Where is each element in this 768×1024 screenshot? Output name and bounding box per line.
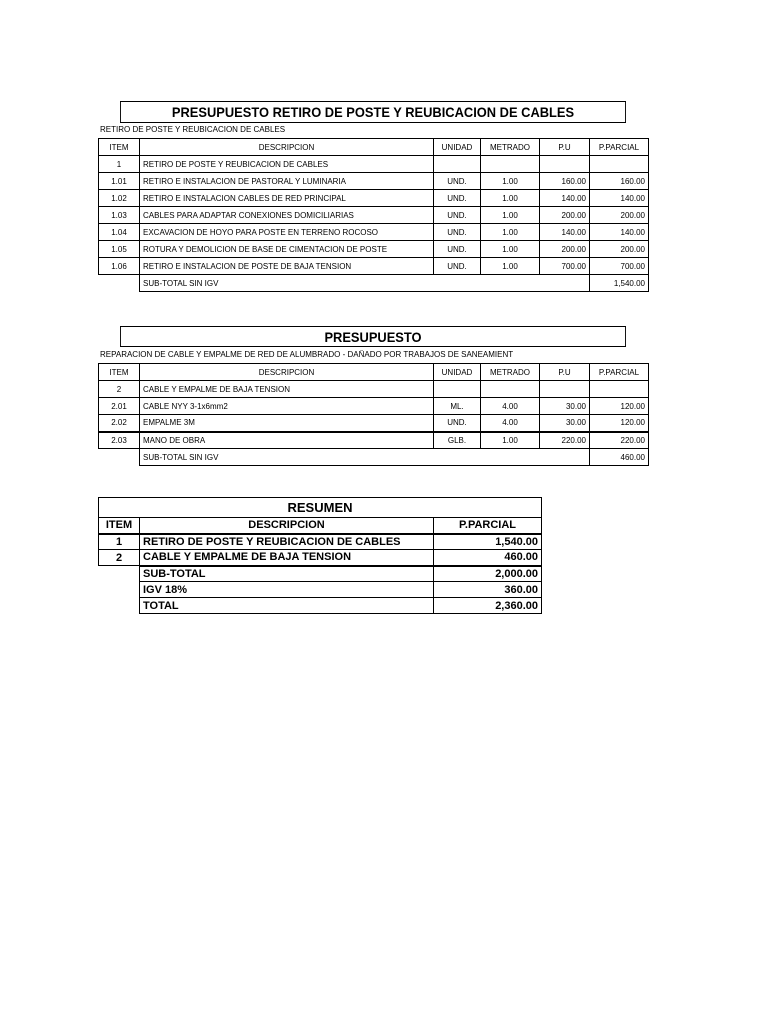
- subtotal-value: 1,540.00: [590, 275, 649, 292]
- summary-total-row: [99, 598, 542, 614]
- row-partial: [590, 381, 649, 398]
- header-unit-price: P.U: [540, 364, 590, 381]
- row-item: 1.03: [99, 207, 140, 224]
- summary-total-label: TOTAL: [140, 598, 434, 614]
- header-description: DESCRIPCION: [140, 139, 434, 156]
- header-partial: P.PARCIAL: [590, 364, 649, 381]
- table-row: [99, 190, 649, 207]
- section2-table: [98, 363, 649, 466]
- row-unit: GLB.: [434, 432, 481, 449]
- row-unit-price: 140.00: [540, 224, 590, 241]
- summary-header-description: DESCRIPCION: [140, 518, 434, 534]
- row-quantity: 1.00: [481, 432, 540, 449]
- row-description: CABLE Y EMPALME DE BAJA TENSION: [140, 381, 434, 398]
- header-unit-price: P.U: [540, 139, 590, 156]
- section1-table: [98, 138, 649, 292]
- table-row: [99, 207, 649, 224]
- summary-row-item: 2: [99, 550, 140, 566]
- row-item: 2.03: [99, 432, 140, 449]
- row-description: RETIRO E INSTALACION DE PASTORAL Y LUMINARIA: [140, 173, 434, 190]
- row-quantity: 1.00: [481, 224, 540, 241]
- header-quantity: METRADO: [481, 364, 540, 381]
- row-description: RETIRO E INSTALACION CABLES DE RED PRINCIPAL: [140, 190, 434, 207]
- summary-title: RESUMEN: [99, 498, 542, 518]
- row-partial: 120.00: [590, 398, 649, 415]
- row-description: EXCAVACION DE HOYO PARA POSTE EN TERRENO ROCOSO: [140, 224, 434, 241]
- summary-row: [99, 550, 542, 566]
- summary-igv-value: 360.00: [434, 582, 542, 598]
- subtotal-label: SUB-TOTAL SIN IGV: [140, 449, 590, 466]
- empty-cell: [99, 582, 140, 598]
- summary-title-row: [99, 498, 542, 518]
- row-unit: UND.: [434, 241, 481, 258]
- header-description: DESCRIPCION: [140, 364, 434, 381]
- section1-title: PRESUPUESTO RETIRO DE POSTE Y REUBICACION DE CABLES: [120, 101, 626, 123]
- summary-row-description: RETIRO DE POSTE Y REUBICACION DE CABLES: [140, 534, 434, 550]
- table-header-row: [99, 139, 649, 156]
- summary-header-row: [99, 518, 542, 534]
- row-item: 2.01: [99, 398, 140, 415]
- row-unit: [434, 156, 481, 173]
- summary-row-description: CABLE Y EMPALME DE BAJA TENSION: [140, 550, 434, 566]
- table-row: [99, 173, 649, 190]
- summary-subtotal-label: SUB-TOTAL: [140, 566, 434, 582]
- row-quantity: 1.00: [481, 190, 540, 207]
- subtotal-row: [99, 449, 649, 466]
- row-unit: UND.: [434, 173, 481, 190]
- table-row: [99, 156, 649, 173]
- table-row: [99, 398, 649, 415]
- summary-table: [98, 497, 542, 614]
- row-unit-price: 700.00: [540, 258, 590, 275]
- row-item: 1.05: [99, 241, 140, 258]
- row-item: 1: [99, 156, 140, 173]
- summary-subtotal-row: [99, 566, 542, 582]
- row-quantity: [481, 381, 540, 398]
- row-unit-price: 160.00: [540, 173, 590, 190]
- row-unit: UND.: [434, 207, 481, 224]
- row-quantity: 1.00: [481, 173, 540, 190]
- summary-row-value: 460.00: [434, 550, 542, 566]
- row-partial: 200.00: [590, 241, 649, 258]
- row-description: CABLES PARA ADAPTAR CONEXIONES DOMICILIARIAS: [140, 207, 434, 224]
- row-description: CABLE NYY 3-1x6mm2: [140, 398, 434, 415]
- summary-row-value: 1,540.00: [434, 534, 542, 550]
- row-unit: [434, 381, 481, 398]
- row-quantity: 4.00: [481, 398, 540, 415]
- header-partial: P.PARCIAL: [590, 139, 649, 156]
- row-item: 2.02: [99, 415, 140, 432]
- table-row: [99, 381, 649, 398]
- empty-cell: [99, 598, 140, 614]
- row-partial: 140.00: [590, 224, 649, 241]
- row-item: 1.01: [99, 173, 140, 190]
- row-partial: 220.00: [590, 432, 649, 449]
- summary-header-partial: P.PARCIAL: [434, 518, 542, 534]
- subtotal-label: SUB-TOTAL SIN IGV: [140, 275, 590, 292]
- row-unit-price: 30.00: [540, 415, 590, 432]
- row-description: RETIRO DE POSTE Y REUBICACION DE CABLES: [140, 156, 434, 173]
- subtotal-value: 460.00: [590, 449, 649, 466]
- row-quantity: 1.00: [481, 241, 540, 258]
- row-partial: [590, 156, 649, 173]
- header-quantity: METRADO: [481, 139, 540, 156]
- row-unit: UND.: [434, 190, 481, 207]
- row-description: MANO DE OBRA: [140, 432, 434, 449]
- row-description: RETIRO E INSTALACION DE POSTE DE BAJA TENSION: [140, 258, 434, 275]
- summary-total-value: 2,360.00: [434, 598, 542, 614]
- summary-row-item: 1: [99, 534, 140, 550]
- summary-row: [99, 534, 542, 550]
- table-row: [99, 258, 649, 275]
- empty-cell: [99, 275, 140, 292]
- row-partial: 140.00: [590, 190, 649, 207]
- empty-cell: [99, 449, 140, 466]
- row-partial: 160.00: [590, 173, 649, 190]
- row-unit-price: [540, 381, 590, 398]
- row-description: ROTURA Y DEMOLICION DE BASE DE CIMENTACION DE POSTE: [140, 241, 434, 258]
- summary-igv-label: IGV 18%: [140, 582, 434, 598]
- header-unit: UNIDAD: [434, 364, 481, 381]
- row-unit-price: 220.00: [540, 432, 590, 449]
- row-item: 1.02: [99, 190, 140, 207]
- summary-subtotal-value: 2,000.00: [434, 566, 542, 582]
- row-partial: 120.00: [590, 415, 649, 432]
- empty-cell: [99, 566, 140, 582]
- row-unit-price: [540, 156, 590, 173]
- row-item: 2: [99, 381, 140, 398]
- row-unit: UND.: [434, 224, 481, 241]
- header-item: ITEM: [99, 139, 140, 156]
- row-quantity: 1.00: [481, 258, 540, 275]
- row-quantity: 4.00: [481, 415, 540, 432]
- section1-subtitle: RETIRO DE POSTE Y REUBICACION DE CABLES: [100, 125, 286, 134]
- row-quantity: [481, 156, 540, 173]
- row-description: EMPALME 3M: [140, 415, 434, 432]
- row-unit-price: 140.00: [540, 190, 590, 207]
- subtotal-row: [99, 275, 649, 292]
- row-quantity: 1.00: [481, 207, 540, 224]
- summary-igv-row: [99, 582, 542, 598]
- row-partial: 700.00: [590, 258, 649, 275]
- row-item: 1.06: [99, 258, 140, 275]
- row-partial: 200.00: [590, 207, 649, 224]
- section2-title: PRESUPUESTO: [120, 326, 626, 347]
- table-row: [99, 415, 649, 432]
- row-unit: UND.: [434, 415, 481, 432]
- section2-subtitle: REPARACION DE CABLE Y EMPALME DE RED DE ALUMBRADO - DAÑADO POR TRABAJOS DE SANEAMIENT: [100, 350, 514, 359]
- table-row: [99, 224, 649, 241]
- row-unit-price: 200.00: [540, 207, 590, 224]
- row-unit-price: 200.00: [540, 241, 590, 258]
- row-unit: UND.: [434, 258, 481, 275]
- row-unit-price: 30.00: [540, 398, 590, 415]
- summary-header-item: ITEM: [99, 518, 140, 534]
- header-unit: UNIDAD: [434, 139, 481, 156]
- table-header-row: [99, 364, 649, 381]
- row-item: 1.04: [99, 224, 140, 241]
- row-unit: ML.: [434, 398, 481, 415]
- table-row: [99, 241, 649, 258]
- header-item: ITEM: [99, 364, 140, 381]
- table-row: [99, 432, 649, 449]
